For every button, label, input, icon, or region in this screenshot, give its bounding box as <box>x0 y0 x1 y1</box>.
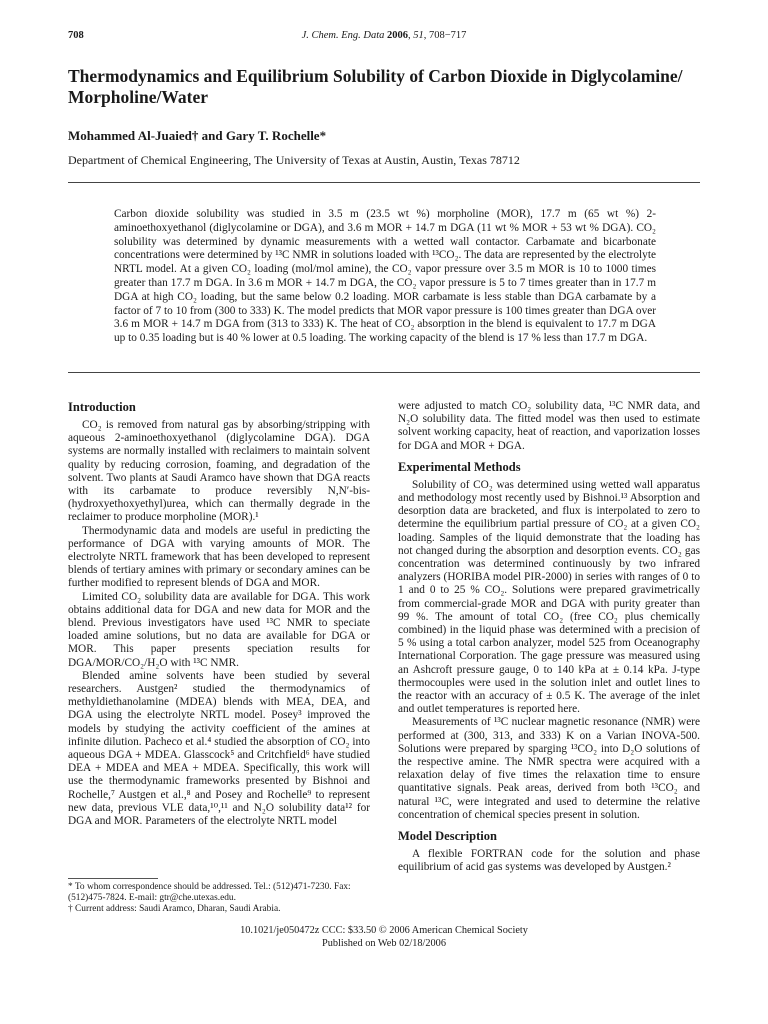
model-heading: Model Description <box>398 829 497 844</box>
introduction-heading: Introduction <box>68 400 136 414</box>
abstract-top-rule <box>68 182 700 183</box>
footnotes <box>68 882 370 916</box>
journal-name: J. Chem. Eng. Data <box>301 30 385 41</box>
abstract-bottom-rule <box>68 372 700 373</box>
journal-reference: J. Chem. Eng. Data 2006, 51, 708−717 <box>301 30 467 41</box>
publication-date: Published on Web 02/18/2006 <box>322 937 446 949</box>
page-number: 708 <box>68 30 84 41</box>
model-paragraph: A flexible FORTRAN code for the solution and phase equilibrium of acid gas systems was developed by Austgen.² <box>398 848 700 874</box>
doi-copyright-line: 10.1021/je050472z CCC: $33.50 © 2006 American Chemical Society <box>240 925 528 936</box>
intro-paragraph: Limited CO₂ solubility data are available for DGA. This work obtains additional data for DGA and new data for MOR and the blend. Previous investigators have used ¹³C NMR to speciate loaded amine solutions, but no data are available for DGA or MOR. This paper presents speciation results for DGA/MOR/CO₂/H₂O with ¹³C NMR. <box>68 590 370 669</box>
abstract: Carbon dioxide solubility was studied in 3.5 m (23.5 wt %) morpholine (MOR), 17.7 m (65 wt %) 2-aminoethoxyethanol (diglycolamine or DGA), and 3.6 m MOR + 14.7 m DGA (11 wt % MOR + 53 wt % DGA). CO₂ solubility was determined by dynamic measurements with a wetted wall contactor. Carbamate and bicarbonate concentrations were determined by ¹³C NMR in solutions loaded with ¹³CO₂. The data are represented by the electrolyte NRTL model. At a given CO₂ loading (mol/mol amine), the CO₂ vapor pressure over 3.5 m MOR is 10 to 1000 times greater than 17.7 m DGA. In 3.6 m MOR + 14.7 m DGA, the CO₂ vapor pressure is 5 to 7 times greater than in 17.7 m DGA at high CO₂ loading, but the same below 0.2 loading. MOR carbamate is less stable than DGA carbamate by a factor of 7 to 10 from (300 to 333) K. The model predicts that MOR vapor pressure is 100 times greater than DGA over 3.6 m MOR + 14.7 m DGA from (313 to 333) K. The heat of CO₂ absorption in the blend is equivalent to 17.7 m DGA up to 0.35 loading but is 40 % lower at 0.5 loading. The working capacity of the blend is 17 % less than 17.7 m DGA. <box>114 208 656 345</box>
footnote-correspondence: * To whom correspondence should be addressed. Tel.: (512)471-7230. Fax: (512)475-7824. E-mail: gtr@che.utexas.edu. <box>68 882 351 904</box>
journal-volume: 51 <box>413 30 424 41</box>
affiliation: Department of Chemical Engineering, The University of Texas at Austin, Austin, Texas 78712 <box>68 153 520 167</box>
right-column <box>398 400 700 875</box>
paper-title: Thermodynamics and Equilibrium Solubility of Carbon Dioxide in Diglycolamine/ Morpholine/Water <box>68 66 683 107</box>
journal-year: 2006 <box>387 30 409 41</box>
intro-paragraph: Blended amine solvents have been studied by several researchers. Austgen² studied the thermodynamics of methyldiethanolamine (MDEA) blends with MEA, DEA, and DGA using the electrolyte NRTL model. Posey³ improved the models by studying the activity coefficient of the amines at infinite dilution. Pacheco et al.⁴ studied the absorption of CO₂ into aqueous DGA + MDEA. Glasscock⁵ and Critchfield⁶ have studied DEA + MDEA and MEA + MDEA. Specifically, this work will use the thermodynamic frameworks presented by Bishnoi and Rochelle,⁷ Austgen et al.,⁸ and Posey and Rochelle⁹ to represent new data, previous VLE data,¹⁰,¹¹ and N₂O solubility data¹² for DGA and MOR. Parameters of the electrolyte NRTL model <box>68 669 370 828</box>
intro-paragraph: CO₂ is removed from natural gas by absorbing/stripping with aqueous 2-aminoethoxyethanol (diglycolamine DGA). DGA systems are normally installed with reclaimers to maintain solvent quality by reducing corrosion, foaming, and degradation of the solvent. Two plants at Saudi Aramco have shown that DGA reacts with its carbamate to produce reversibly N,N′-bis-(hydroxyethoxyethyl)urea, which can thermally degrade in the reclaimer to produce morpholine (MOR).¹ <box>68 419 370 524</box>
intro-continuation: were adjusted to match CO₂ solubility data, ¹³C NMR data, and N₂O solubility data. The fitted model was then used to estimate solvent working capacity, heat of reaction, and vaporization losses for DGA and MOR + DGA. <box>398 400 700 452</box>
journal-pages: 708−717 <box>429 30 467 41</box>
experimental-heading: Experimental Methods <box>398 459 521 474</box>
footnote-current-address: † Current address: Saudi Aramco, Dharan, Saudi Arabia. <box>68 904 281 915</box>
author-list: Mohammed Al-Juaied† and Gary T. Rochelle* <box>68 128 327 143</box>
experimental-paragraph: Measurements of ¹³C nuclear magnetic resonance (NMR) were performed at (300, 313, and 333) K on a Varian INOVA-500. Solutions were prepared by sparging ¹³CO₂ into D₂O solutions of the respective amine. The NMR spectra were acquired with a relaxation delay of five times the relaxation time to ensure quantitative signals. Peak areas, derived from both ¹³CO₂ and natural ¹³C, were integrated and used to determine the relative concentration of chemical species present in solution. <box>398 716 700 821</box>
page-footer <box>0 925 768 950</box>
experimental-paragraph: Solubility of CO₂ was determined using wetted wall apparatus and methodology most recently used by Bishnoi.¹³ Absorption and desorption data are bracketed, and flux is interpolated to zero to determine the equilibrium partial pressure of CO₂ at a given CO₂ loading. Samples of the liquid demonstrate that the loading has not changed during the absorption and desorption events. CO₂ gas concentration was determined continuously by two infrared analyzers (HORIBA model PIR-2000) in series with ranges of 0 to 1 and 0 to 25 % CO₂. Solutions were prepared gravimetrically from commercial-grade MOR and DGA with purity greater than 99 %. The amount of total CO₂ (free CO₂ plus chemically combined) in the liquid phase was determined with a precision of 5 % using a total carbon analyzer, model 525 from Oceanography International Corporation. The gage pressure was measured using an Ashcroft pressure gauge, 0 to 140 kPa at ± 0.14 kPa. J-type thermocouples were used in the solution inlet and outlet lines to the reactor with an accuracy of ± 0.5 K. The average of the inlet and outlet temperatures is reported here. <box>398 478 700 716</box>
intro-paragraph: Thermodynamic data and models are useful in predicting the performance of DGA with varying amounts of MOR. The electrolyte NRTL framework that has been developed to represent blends of tertiary amines with primary or secondary amines can be further modified to represent blends of DGA and MOR. <box>68 524 370 590</box>
footnote-rule <box>68 878 158 879</box>
running-header <box>68 30 700 46</box>
left-column <box>68 400 370 828</box>
